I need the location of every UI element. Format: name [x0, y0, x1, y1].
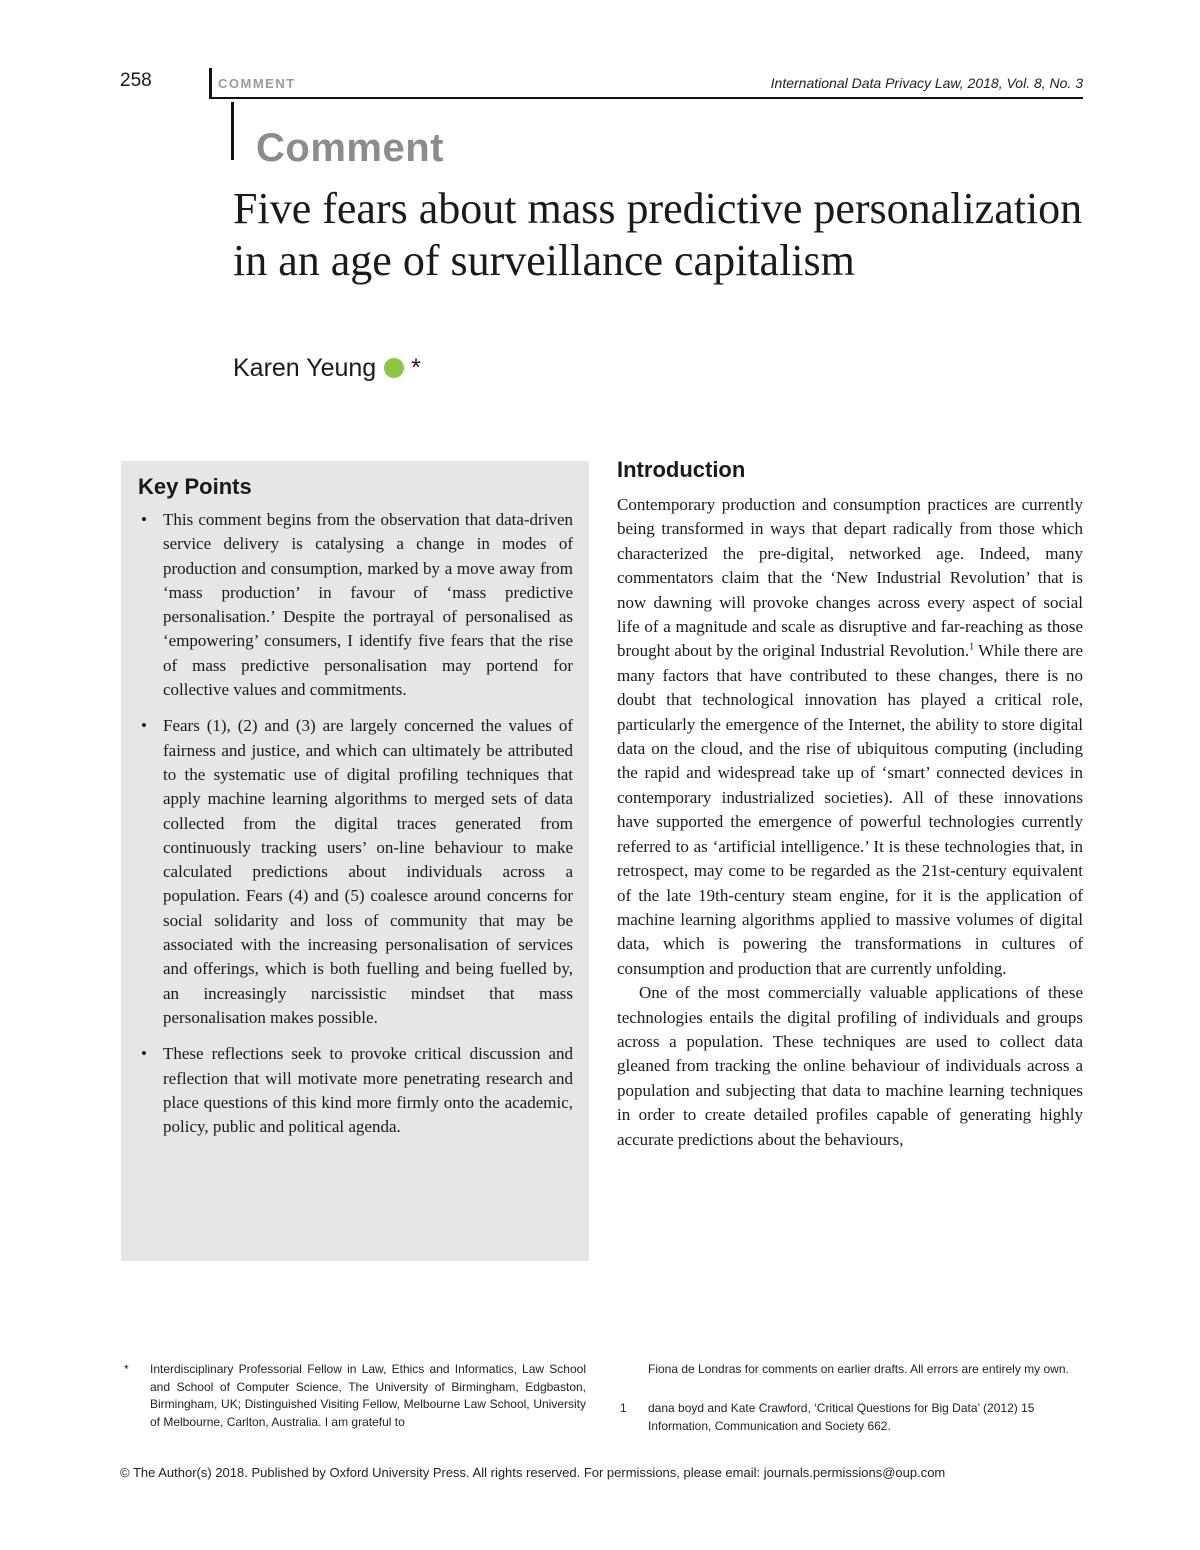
key-point-text: Fears (1), (2) and (3) are largely concerned the values of fairness and justice, and which can ultimately be attributed to the systematic use of digital profiling techniques that apply machine learning algorithms to merged sets of data collected from the digital traces generated from continuously tracking users’ on-line behaviour to make calculated predictions about individuals across a population. Fears (4) and (5) coalesce around concerns for social solidarity and loss of community that may be associated with the increasing personalisation of services and offerings, which is both fuelling and being fuelled by, an increasingly narcissistic mindset that mass personalisation makes possible. [163, 716, 573, 1027]
introduction-heading: Introduction [617, 457, 746, 482]
key-point-text: This comment begins from the observation that data-driven service delivery is catalysing a change in modes of production and consumption, marked by a move away from ‘mass production’ in favour of ‘mass predictive personalisation.’ Despite the portrayal of personalised as ‘empowering’ consumers, I identify five fears that the rise of mass predictive personalisation may portend for collective values and commitments. [163, 510, 573, 700]
intro-p1-text-a: Contemporary production and consumption practices are currently being transformed in ways that depart radically from those which characterized the pre-digital, networked age. Indeed, many commentators claim that the ‘New Industrial Revolution’ that is now dawning will provoke changes across every aspect of social life of a magnitude and scale as disruptive and far-reaching as those brought about by the original Industrial Revolution. [617, 495, 1083, 661]
category-marker-bar [231, 102, 234, 160]
header-rule [209, 97, 1083, 99]
introduction-body [617, 493, 1083, 1152]
key-point-item [133, 1042, 573, 1139]
copyright-notice: © The Author(s) 2018. Published by Oxford University Press. All rights reserved. For permissions, please email: journals.permissions@oup.com [120, 1465, 946, 1480]
intro-paragraph-2: One of the most commercially valuable applications of these technologies entails the digital profiling of individuals and groups across a population. These techniques are used to collect data gleaned from tracking the online behaviour of individuals across a population and subjecting that data to machine learning techniques in order to create detailed profiles capable of generating highly accurate predictions about the behaviours, [617, 983, 1083, 1149]
key-point-item [133, 508, 573, 702]
key-point-item [133, 714, 573, 1030]
author-name: Karen Yeung [233, 354, 377, 382]
page-number: 258 [120, 70, 152, 91]
key-points-title: Key Points [138, 474, 252, 499]
header-divider-bar [209, 68, 212, 98]
bullet-icon: • [141, 716, 147, 736]
footnote-1-mark: 1 [620, 1401, 627, 1415]
author-footnote-mark: * [411, 354, 421, 382]
footnote-1: dana boyd and Kate Crawford, ‘Critical Questions for Big Data’ (2012) 15 Information, Communication and Society 662. [648, 1401, 1035, 1433]
intro-paragraph-1 [617, 493, 1083, 981]
key-points-list [133, 508, 573, 1151]
bullet-icon: • [141, 510, 147, 529]
bullet-icon: • [141, 1044, 147, 1064]
orcid-icon[interactable] [384, 358, 404, 378]
author-note-mark: * [124, 1362, 129, 1376]
intro-p1-text-b: While there are many factors that have contributed to these changes, there is no doubt that technological innovation has played a critical role, particularly the emergence of the Internet, the ability to store digital data on the cloud, and the rise of ubiquitous computing (including the rapid and widespread take up of ‘smart’ connected devices in contemporary industrialized societies). All of these innovations have supported the emergence of powerful technologies currently referred to as ‘artificial intelligence.’ It is these technologies that, in retrospect, may come to be regarded as the 21st-century equivalent of the late 19th-century steam engine, for it is the application of machine learning algorithms applied to massive volumes of digital data, which is powering the transformations in cultures of consumption and production that are currently unfolding. [617, 641, 1083, 978]
author-line [233, 354, 421, 383]
author-note: Interdisciplinary Professorial Fellow in Law, Ethics and Informatics, Law School and School of Computer Science, The University of Birmingham, Edgbaston, Birmingham, UK; Distinguished Visiting Fellow, Melbourne Law School, University of Melbourne, Carlton, Australia. I am grateful to [150, 1362, 586, 1429]
header-section-label: COMMENT [218, 76, 296, 91]
journal-citation: International Data Privacy Law, 2018, Vol. 8, No. 3 [770, 75, 1083, 91]
article-title: Five fears about mass predictive personalization in an age of surveillance capitalism [233, 184, 1083, 285]
article-category: Comment [256, 126, 444, 170]
author-note-continued: Fiona de Londras for comments on earlier drafts. All errors are entirely my own. [648, 1362, 1069, 1376]
key-point-text: These reflections seek to provoke critical discussion and reflection that will motivate more penetrating research and place questions of this kind more firmly onto the academic, policy, public and political agenda. [163, 1044, 573, 1137]
footnote-ref-1[interactable]: 1 [969, 641, 975, 653]
